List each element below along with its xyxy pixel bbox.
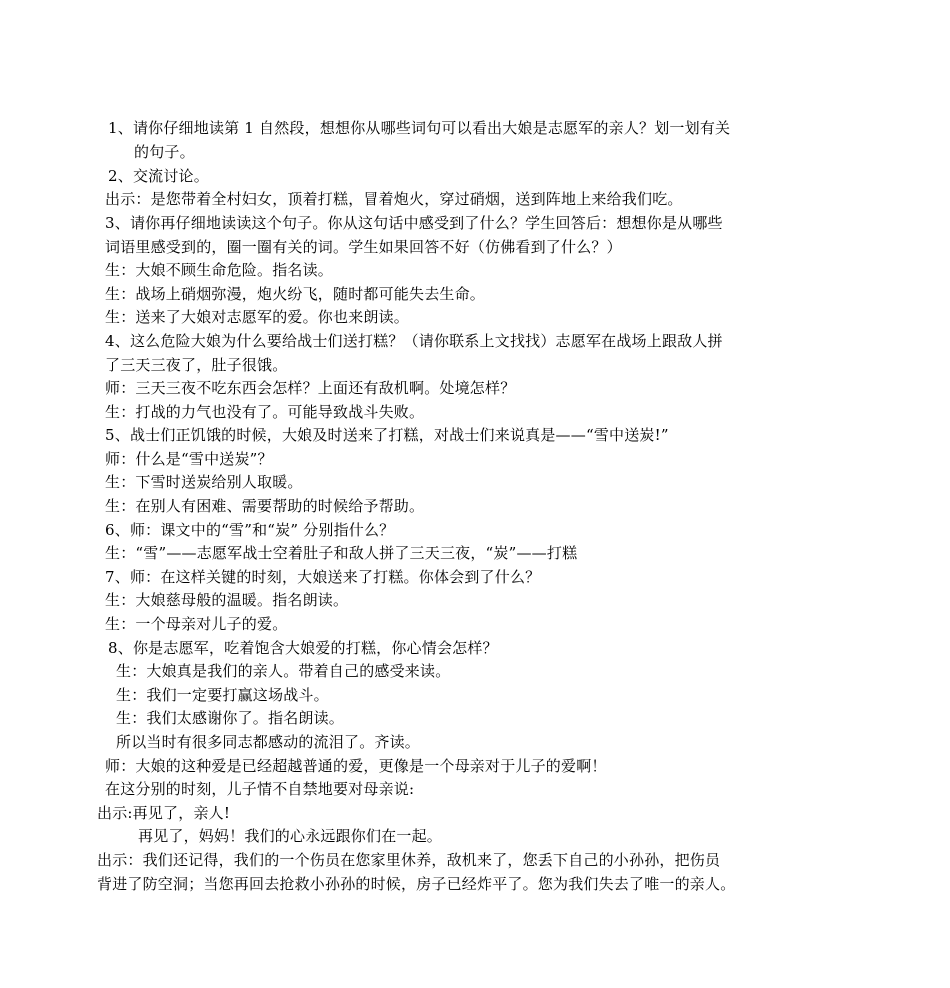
text-line: 再见了，妈妈！我们的心永远跟你们在一起。	[138, 827, 443, 845]
text-line: 词语里感受到的，圈一圈有关的词。学生如果回答不好（仿佛看到了什么？）	[105, 238, 622, 256]
text-line: 生：打战的力气也没有了。可能导致战斗失败。	[105, 403, 425, 421]
text-line: 生：战场上硝烟弥漫，炮火纷飞，随时都可能失去生命。	[105, 285, 486, 303]
text-line: 3、请你再仔细地读读这个句子。你从这句话中感受到了什么？学生回答后：想想你是从哪些	[105, 214, 723, 232]
text-line: 生：“雪”——志愿军战士空着肚子和敌人拼了三天三夜，“炭”——打糕	[105, 544, 578, 562]
text-line: 师：大娘的这种爱是已经超越普通的爱，更像是一个母亲对于儿子的爱啊！	[105, 757, 607, 775]
text-line: 的句子。	[134, 143, 195, 161]
text-line: 生：下雪时送炭给别人取暖。	[105, 473, 303, 491]
text-line: 5、战士们正饥饿的时候，大娘及时送来了打糕，对战士们来说真是——“雪中送炭!”	[105, 426, 669, 444]
text-line: 8、你是志愿军，吃着饱含大娘爱的打糕，你心情会怎样？	[108, 639, 498, 657]
text-line: 4、这么危险大娘为什么要给战士们送打糕？（请你联系上文找找）志愿军在战场上跟敌人拼	[105, 332, 723, 350]
text-line: 6、师：课文中的“雪”和“炭” 分别指什么？	[105, 521, 395, 539]
text-line: 7、师：在这样关键的时刻，大娘送来了打糕。你体会到了什么？	[105, 568, 541, 586]
text-line: 在这分别的时刻，儿子情不自禁地要对母亲说:	[105, 780, 415, 798]
text-line: 生：送来了大娘对志愿军的爱。你也来朗读。	[105, 308, 410, 326]
text-line: 了三天三夜了，肚子很饿。	[105, 356, 288, 374]
text-line: 出示:再见了，亲人!	[97, 804, 231, 822]
text-line: 生：在别人有困难、需要帮助的时候给予帮助。	[105, 497, 425, 515]
text-line: 所以当时有很多同志都感动的流泪了。齐读。	[116, 733, 421, 751]
text-line: 生：大娘慈母般的温暖。指名朗读。	[105, 591, 349, 609]
text-line: 师：什么是“雪中送炭”？	[105, 450, 273, 468]
text-line: 出示：是您带着全村妇女，顶着打糕，冒着炮火，穿过硝烟，送到阵地上来给我们吃。	[105, 190, 683, 208]
text-line: 生：我们一定要打赢这场战斗。	[116, 686, 329, 704]
text-line: 背进了防空洞；当您再回去抢救小孙孙的时候，房子已经炸平了。您为我们失去了唯一的亲人。	[97, 875, 736, 893]
text-line: 出示：我们还记得，我们的一个伤员在您家里休养，敌机来了，您丢下自己的小孙孙，把伤员	[97, 851, 721, 869]
text-line: 生：一个母亲对儿子的爱。	[105, 615, 288, 633]
text-line: 生：大娘真是我们的亲人。带着自己的感受来读。	[116, 662, 451, 680]
text-line: 师：三天三夜不吃东西会怎样？上面还有敌机啊。处境怎样？	[105, 379, 516, 397]
text-line: 2、交流讨论。	[108, 167, 209, 185]
text-line: 生：我们太感谢你了。指名朗读。	[116, 709, 345, 727]
text-line: 1、请你仔细地读第 1 自然段，想想你从哪些词句可以看出大娘是志愿军的亲人？划一划有关	[108, 119, 731, 137]
text-line: 生：大娘不顾生命危险。指名读。	[105, 261, 334, 279]
